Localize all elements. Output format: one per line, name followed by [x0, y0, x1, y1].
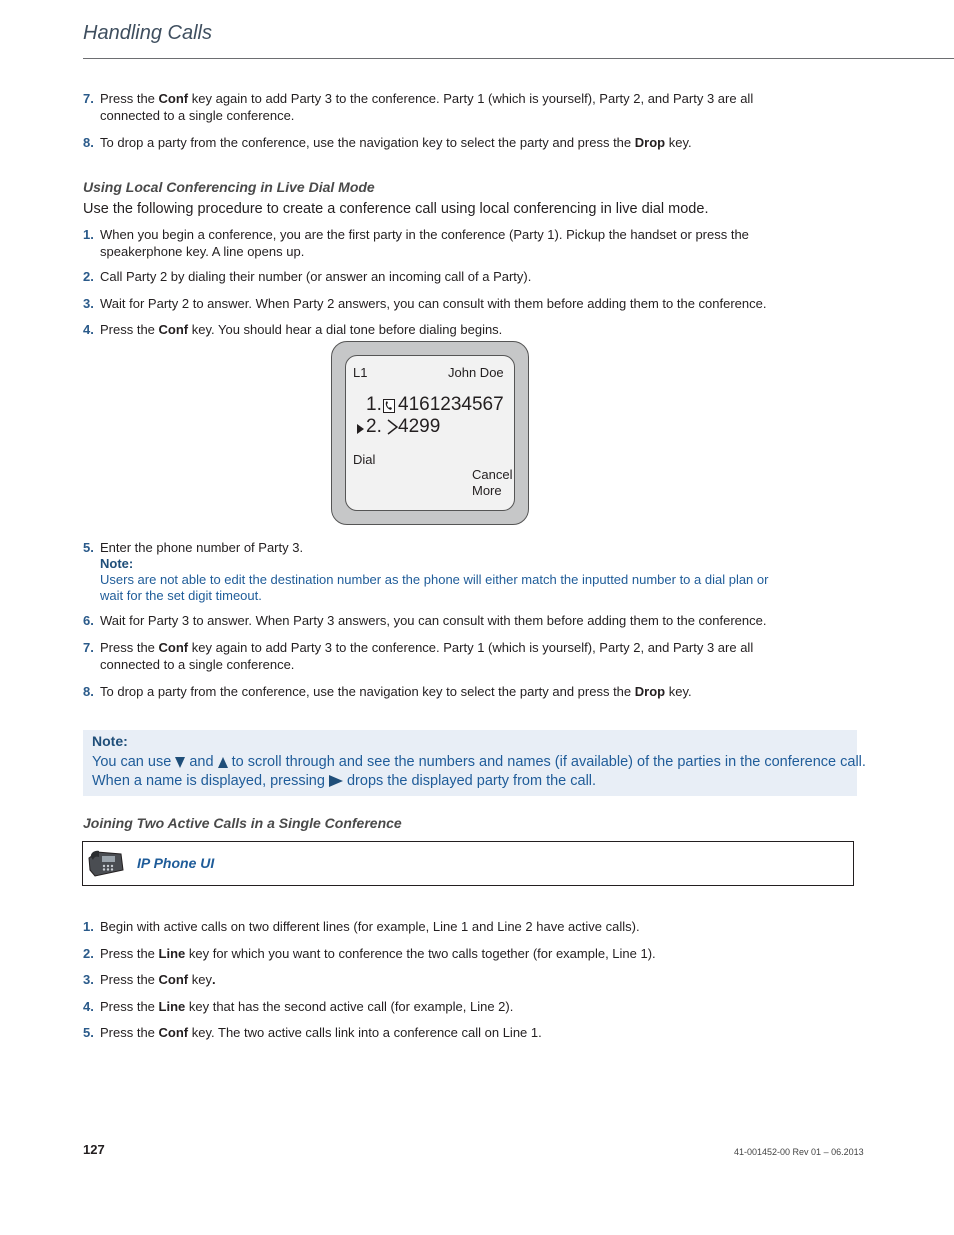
step-item	[83, 540, 783, 557]
step-text: key. The two active calls link into a conference call on Line 1.	[188, 1025, 542, 1040]
key-name: Drop	[634, 135, 666, 150]
phone-lcd	[345, 355, 515, 511]
step-number: 3.	[83, 972, 94, 987]
step-item	[83, 322, 783, 339]
key-name: Conf	[158, 91, 189, 106]
key-name: Line	[158, 999, 186, 1014]
down-arrow-icon	[175, 757, 185, 768]
step-text: key.	[665, 684, 692, 699]
note-text: to scroll through and see the numbers and names (if available) of the parties in the conference call.	[227, 754, 866, 770]
step-text: Press the	[100, 1025, 159, 1040]
desk-phone-icon	[87, 848, 125, 878]
step-item	[83, 296, 783, 313]
note-text: and	[185, 754, 218, 770]
step-number: 8.	[83, 135, 94, 150]
key-name: Conf	[158, 972, 189, 987]
lcd-row-1-number: 4161234567	[398, 394, 504, 415]
ip-phone-ui-banner	[82, 841, 854, 886]
step-number: 1.	[83, 227, 94, 242]
section-intro: Use the following procedure to create a conference call using local conferencing in live dial mode.	[83, 201, 709, 217]
section-heading: Using Local Conferencing in Live Dial Mode	[83, 179, 375, 195]
step-item	[83, 999, 783, 1016]
key-name: Drop	[634, 684, 666, 699]
note-text: Users are not able to edit the destination number as the phone will either match the inputted number to a dial plan or wait for the set digit timeout.	[100, 572, 769, 603]
note-box	[83, 730, 866, 796]
note-line-1	[92, 754, 866, 770]
step-text: Press the	[100, 999, 159, 1014]
step-number: 6.	[83, 613, 94, 628]
step-text: .	[211, 972, 216, 987]
step-number: 5.	[83, 540, 94, 555]
step-text: Wait for Party 2 to answer. When Party 2 answers, you can consult with them before adding them to the conference.	[100, 296, 767, 311]
lcd-row-2-index: 2.	[366, 416, 382, 437]
page-header-title: Handling Calls	[83, 22, 212, 44]
document-id: 41-001452-00 Rev 01 – 06.2013	[734, 1147, 864, 1157]
step-item	[83, 269, 783, 286]
step-text: When you begin a conference, you are the first party in the conference (Party 1). Pickup the handset or press the speakerphone key. A line opens up.	[100, 227, 749, 259]
softkey-cancel[interactable]: Cancel	[472, 467, 513, 482]
step-text: Press the	[100, 322, 159, 337]
step-text: key	[188, 972, 212, 987]
step-number: 2.	[83, 946, 94, 961]
step-number: 8.	[83, 684, 94, 699]
lcd-row-2-number: 4299	[398, 416, 441, 437]
handset-icon	[383, 399, 395, 418]
key-name: Conf	[158, 322, 189, 337]
dialing-chevron-icon	[387, 419, 398, 440]
step-number: 1.	[83, 919, 94, 934]
step-number: 3.	[83, 296, 94, 311]
step-text: key again to add Party 3 to the conference. Party 1 (which is yourself), Party 2, and Party 3 are all connected to a single conference.	[100, 91, 754, 123]
note-text: You can use	[92, 754, 176, 770]
step-text: Press the	[100, 972, 159, 987]
step-number: 2.	[83, 269, 94, 284]
note-label: Note:	[100, 556, 134, 571]
step-text: Wait for Party 3 to answer. When Party 3 answers, you can consult with them before adding them to the conference.	[100, 613, 767, 628]
step-item	[83, 684, 783, 701]
phone-screen-illustration	[331, 341, 529, 525]
step-item	[83, 919, 783, 936]
note-text: When a name is displayed, pressing	[92, 773, 329, 789]
lcd-caller-name: John Doe	[448, 365, 504, 380]
key-name: Line	[158, 946, 186, 961]
step-text: key for which you want to conference the two calls together (for example, Line 1).	[185, 946, 656, 961]
lcd-line-label: L1	[353, 365, 368, 380]
note-text: drops the displayed party from the call.	[342, 773, 597, 789]
ip-phone-ui-label: IP Phone UI	[137, 855, 215, 871]
step-item	[83, 135, 783, 152]
step-number: 7.	[83, 91, 94, 106]
step-text: key.	[665, 135, 692, 150]
page-number: 127	[83, 1142, 105, 1157]
right-arrow-icon	[329, 775, 343, 787]
softkey-more[interactable]: More	[472, 483, 502, 498]
key-name: Conf	[158, 1025, 189, 1040]
step-text: Press the	[100, 946, 159, 961]
step-text: Begin with active calls on two different lines (for example, Line 1 and Line 2 have active calls).	[100, 919, 640, 934]
note-line-2	[92, 773, 596, 789]
step-text: key again to add Party 3 to the conference. Party 1 (which is yourself), Party 2, and Party 3 are all connected to a single conference.	[100, 640, 754, 672]
header-divider	[83, 58, 954, 59]
softkey-dial[interactable]: Dial	[353, 452, 376, 467]
step-text: Press the	[100, 91, 159, 106]
step-item	[83, 972, 783, 989]
step-number: 5.	[83, 1025, 94, 1040]
step-number: 4.	[83, 999, 94, 1014]
step-text: To drop a party from the conference, use the navigation key to select the party and press the	[100, 135, 635, 150]
step-item	[83, 1025, 783, 1042]
step-text: Press the	[100, 640, 159, 655]
step-item	[83, 946, 783, 963]
step-text: Enter the phone number of Party 3.	[100, 540, 304, 555]
note-label: Note:	[92, 733, 128, 749]
lcd-row-1-index: 1.	[366, 394, 382, 415]
step-number: 4.	[83, 322, 94, 337]
step-item	[83, 91, 783, 124]
step-item	[83, 640, 783, 673]
step-text: Call Party 2 by dialing their number (or answer an incoming call of a Party).	[100, 269, 532, 284]
section-heading: Joining Two Active Calls in a Single Conference	[83, 815, 402, 831]
step-text: To drop a party from the conference, use the navigation key to select the party and press the	[100, 684, 635, 699]
inline-note	[100, 556, 790, 604]
step-item	[83, 613, 783, 630]
step-text: key. You should hear a dial tone before dialing begins.	[188, 322, 503, 337]
key-name: Conf	[158, 640, 189, 655]
selection-arrow-icon	[357, 421, 364, 439]
step-text: key that has the second active call (for example, Line 2).	[185, 999, 514, 1014]
step-number: 7.	[83, 640, 94, 655]
up-arrow-icon	[218, 757, 228, 768]
step-item	[83, 227, 783, 260]
